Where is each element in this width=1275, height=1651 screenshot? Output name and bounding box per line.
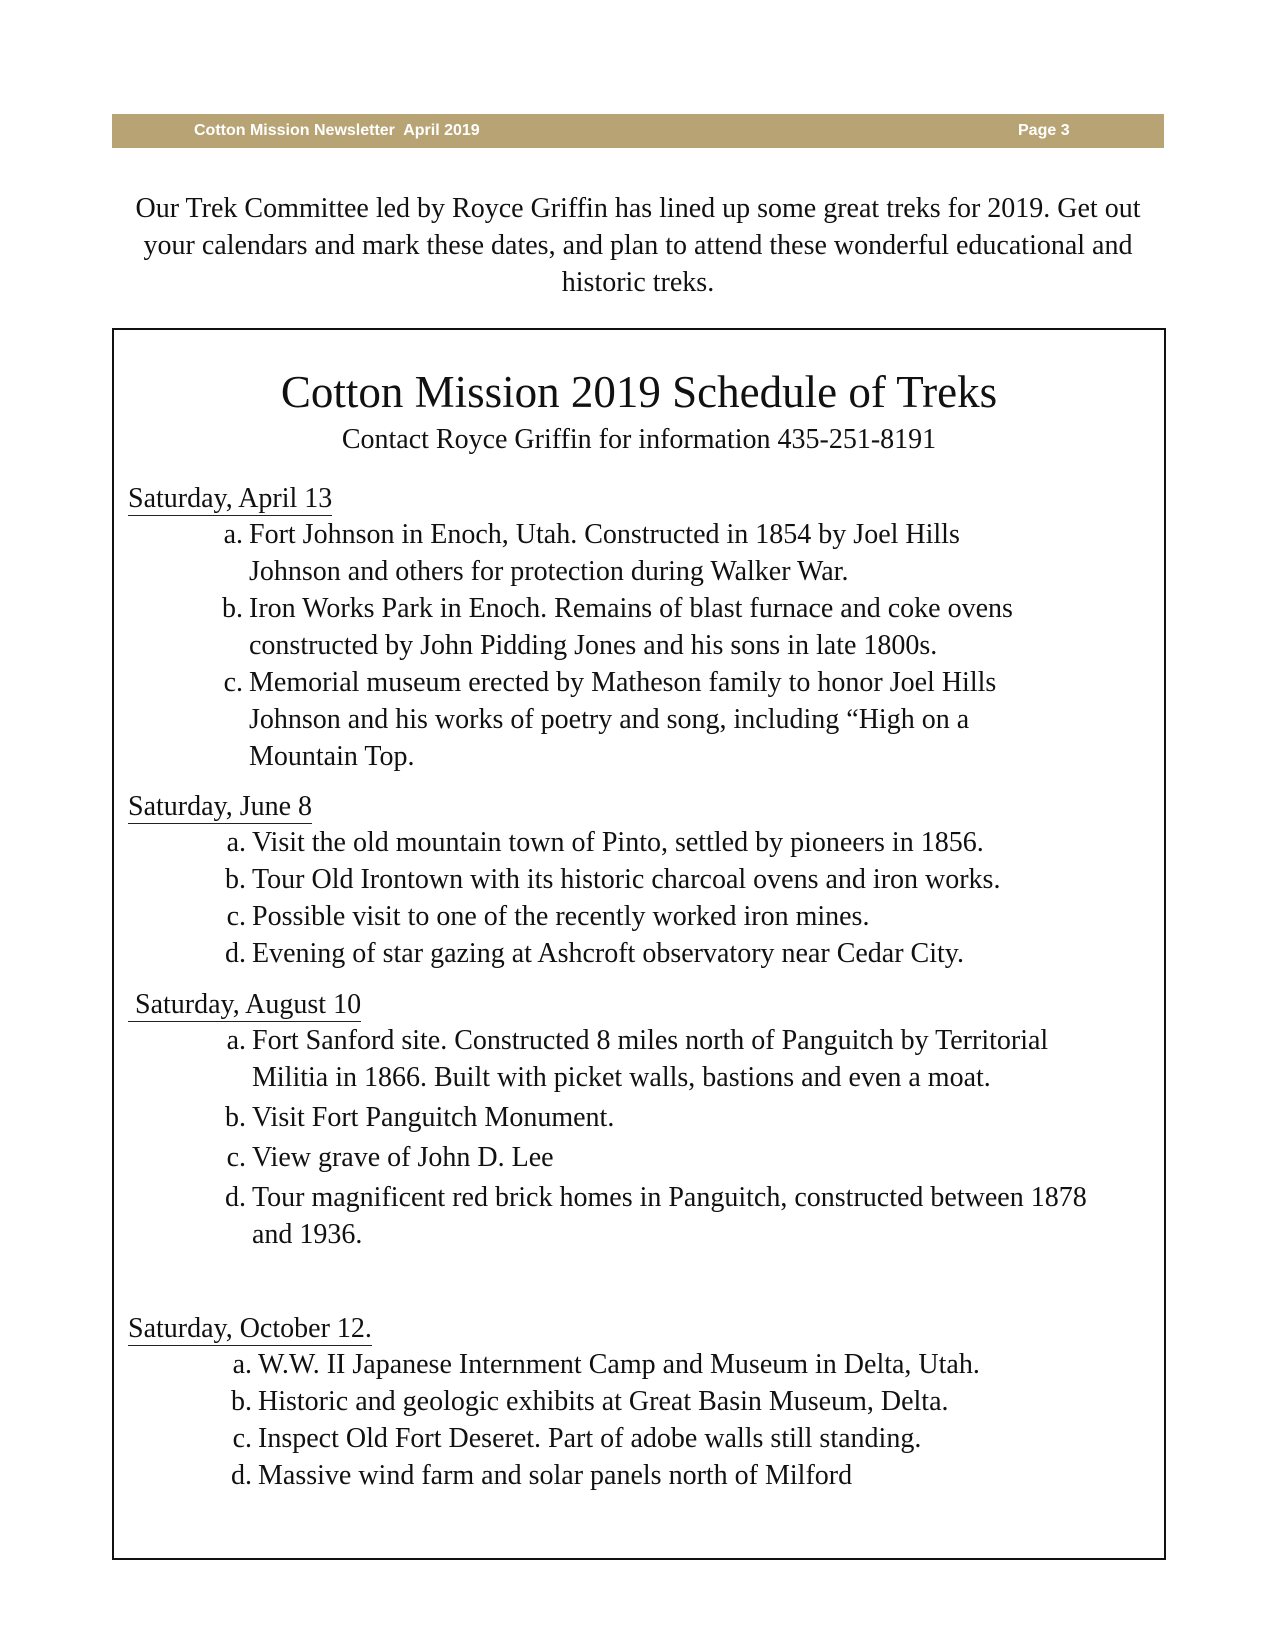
trek-section-june [128,791,1148,972]
item-letter: c. [226,1142,246,1173]
list-item [216,1139,1126,1176]
trek-list [128,1022,1126,1253]
item-letter: c. [232,1423,252,1454]
item-letter: c. [226,901,246,932]
item-letter: a. [223,519,243,550]
list-item [216,1179,1126,1253]
trek-section-august [128,989,1148,1253]
item-text: Visit the old mountain town of Pinto, settled by pioneers in 1856. [252,827,984,858]
schedule-title: Cotton Mission 2019 Schedule of Treks [280,367,998,417]
item-text: Tour Old Irontown with its historic charcoal ovens and iron works. [252,864,1001,895]
list-item [222,1346,1122,1383]
newsletter-header-bar [112,114,1164,148]
list-item [216,824,1116,861]
item-text: Possible visit to one of the recently worked iron mines. [252,901,870,932]
list-item [222,1383,1122,1420]
item-letter: d. [225,938,246,969]
schedule-contact: Contact Royce Griffin for information 435-251-8191 [341,424,937,455]
section-heading: Saturday, August 10 [128,989,362,1020]
newsletter-title: Cotton Mission Newsletter April 2019 [194,122,480,139]
item-letter: b. [225,1102,246,1133]
item-letter: d. [231,1460,252,1491]
trek-section-april [128,483,1148,775]
item-letter: d. [225,1182,246,1213]
item-text: Evening of star gazing at Ashcroft observatory near Cedar City. [252,938,964,969]
item-text: Historic and geologic exhibits at Great Basin Museum, Delta. [258,1386,949,1417]
section-heading: Saturday, October 12. [128,1313,372,1344]
item-text: Fort Sanford site. Constructed 8 miles north of Panguitch by Territorial Militia in 1866. Built with picket walls, bastions and even a moat. [252,1025,1049,1093]
item-text: Fort Johnson in Enoch, Utah. Constructed in 1854 by Joel Hills Johnson and others for protection during Walker War. [249,519,960,587]
list-item [216,1099,1126,1136]
list-item [213,664,1053,775]
list-item [216,898,1116,935]
trek-list [128,824,1116,972]
section-heading: Saturday, April 13 [128,483,333,514]
list-item [216,861,1116,898]
item-text: Inspect Old Fort Deseret. Part of adobe walls still standing. [258,1423,922,1454]
item-text: Memorial museum erected by Matheson family to honor Joel Hills Johnson and his works of poetry and song, including “High on a Mountain Top. [249,667,997,772]
item-letter: a. [226,827,246,858]
trek-list [128,516,1053,775]
list-item [216,935,1116,972]
item-text: Massive wind farm and solar panels north of Milford [258,1460,853,1491]
intro-paragraph: Our Trek Committee led by Royce Griffin has lined up some great treks for 2019. Get out your calendars and mark these dates, and plan to attend these wonderful educational and historic treks. [135,193,1141,298]
list-item [213,516,1053,590]
item-text: W.W. II Japanese Internment Camp and Museum in Delta, Utah. [258,1349,980,1380]
trek-section-october [128,1313,1148,1494]
item-text: Tour magnificent red brick homes in Panguitch, constructed between 1878 and 1936. [252,1182,1087,1250]
item-letter: c. [223,667,243,698]
item-letter: b. [225,864,246,895]
section-heading: Saturday, June 8 [128,791,313,822]
item-text: View grave of John D. Lee [252,1142,554,1173]
item-letter: a. [226,1025,246,1056]
item-letter: b. [231,1386,252,1417]
item-text: Iron Works Park in Enoch. Remains of blast furnace and coke ovens constructed by John Pidding Jones and his sons in late 1800s. [249,593,1013,661]
page-number: Page 3 [1018,122,1070,139]
list-item [213,590,1053,664]
trek-list [128,1346,1122,1494]
item-letter: b. [222,593,243,624]
list-item [222,1420,1122,1457]
list-item [222,1457,1122,1494]
list-item [216,1022,1126,1096]
trek-schedule-box [112,328,1166,1560]
item-letter: a. [232,1349,252,1380]
item-text: Visit Fort Panguitch Monument. [252,1102,615,1133]
